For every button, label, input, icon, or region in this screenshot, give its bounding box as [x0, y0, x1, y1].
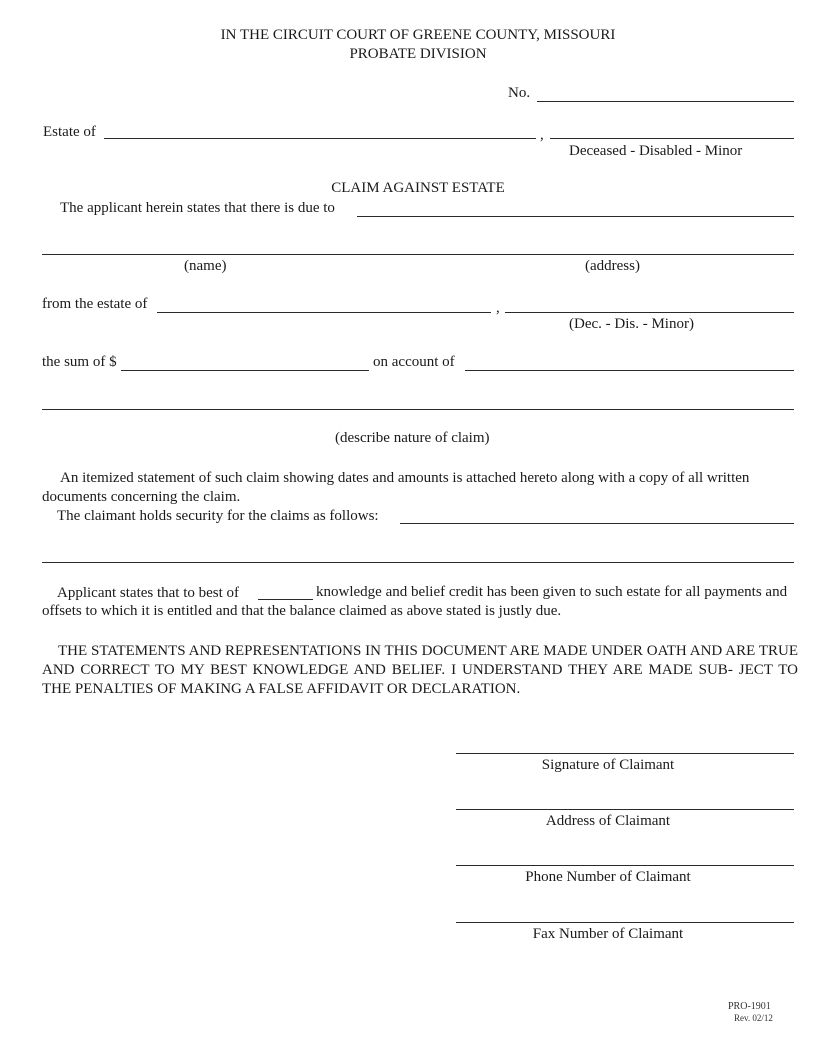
phone-underline	[456, 865, 794, 866]
phone-caption: Phone Number of Claimant	[525, 869, 691, 885]
case-no-label: No.	[508, 85, 531, 101]
address-of-claimant-caption: Address of Claimant	[545, 813, 671, 829]
knowledge-text-start: Applicant states that to best of	[57, 585, 240, 601]
estate-status-underline	[550, 138, 794, 139]
security-field[interactable]	[400, 506, 794, 523]
sum-label: the sum of $	[42, 354, 117, 370]
form-title: CLAIM AGAINST ESTATE	[331, 180, 505, 196]
sum-field[interactable]	[121, 353, 369, 370]
due-to-field[interactable]	[357, 199, 794, 216]
estate-of-label: Estate of	[43, 124, 96, 140]
division-heading: PROBATE DIVISION	[349, 46, 487, 62]
dec-caption: (Dec. - Dis. - Minor)	[569, 316, 694, 332]
case-no-underline	[537, 101, 794, 102]
estate-status-caption: Deceased - Disabled - Minor	[569, 143, 743, 159]
from-estate-comma: ,	[496, 300, 500, 316]
account-label: on account of	[373, 354, 455, 370]
describe-caption: (describe nature of claim)	[335, 430, 490, 446]
estate-comma: ,	[540, 127, 544, 143]
estate-name-underline	[104, 138, 536, 139]
from-estate-underline	[157, 312, 491, 313]
fax-underline	[456, 922, 794, 923]
applicant-due-label: The applicant herein states that there is due to	[60, 200, 335, 216]
due-to-underline	[357, 216, 794, 217]
form-number: PRO-1901	[728, 1001, 771, 1012]
name-caption: (name)	[184, 258, 227, 274]
fax-caption: Fax Number of Claimant	[532, 926, 684, 942]
address-field[interactable]	[456, 793, 794, 810]
oath-statement: THE STATEMENTS AND REPRESENTATIONS IN THIS DOCUMENT ARE MADE UNDER OATH AND ARE TRUE AND CORRECT TO MY BEST KNOWLEDGE AND BELIEF. I UNDERSTAND THEY ARE MADE SUB- JECT TO THE PENALTIES OF MAKING A FALSE AFFIDAVIT OR DECLARATION.	[42, 643, 798, 697]
claim-nature-underline	[42, 409, 794, 410]
estate-status-field[interactable]	[550, 122, 794, 139]
security-underline	[400, 523, 794, 524]
sum-underline	[121, 370, 369, 371]
signature-caption: Signature of Claimant	[541, 757, 675, 773]
case-no-field[interactable]	[537, 84, 794, 101]
signature-field[interactable]	[456, 737, 794, 754]
security-field-2[interactable]	[42, 546, 794, 563]
from-estate-label: from the estate of	[42, 296, 148, 312]
security-underline-2	[42, 562, 794, 563]
claim-nature-field[interactable]	[42, 393, 794, 410]
estate-name-field[interactable]	[104, 122, 536, 139]
revision-date: Rev. 02/12	[734, 1013, 773, 1023]
address-caption: (address)	[585, 258, 640, 274]
fax-field[interactable]	[456, 906, 794, 923]
court-heading: IN THE CIRCUIT COURT OF GREENE COUNTY, MISSOURI	[220, 27, 616, 43]
account-underline	[465, 370, 794, 371]
phone-field[interactable]	[456, 849, 794, 866]
from-estate-status-field[interactable]	[505, 295, 794, 312]
from-estate-status-underline	[505, 312, 794, 313]
address-underline	[456, 809, 794, 810]
itemized-statement: An itemized statement of such claim showing dates and amounts is attached hereto along with a copy of all written documents concerning the claim.	[42, 470, 750, 505]
signature-underline	[456, 753, 794, 754]
account-field[interactable]	[465, 353, 794, 370]
from-estate-field[interactable]	[157, 295, 491, 312]
security-label: The claimant holds security for the claims as follows:	[57, 508, 379, 524]
knowledge-text-rest: knowledge and belief credit has been given to such estate for all payments and offsets to which it is entitled and that the balance claimed as above stated is justly due.	[42, 584, 788, 619]
name-address-underline	[42, 254, 794, 255]
name-address-field[interactable]	[42, 238, 794, 255]
